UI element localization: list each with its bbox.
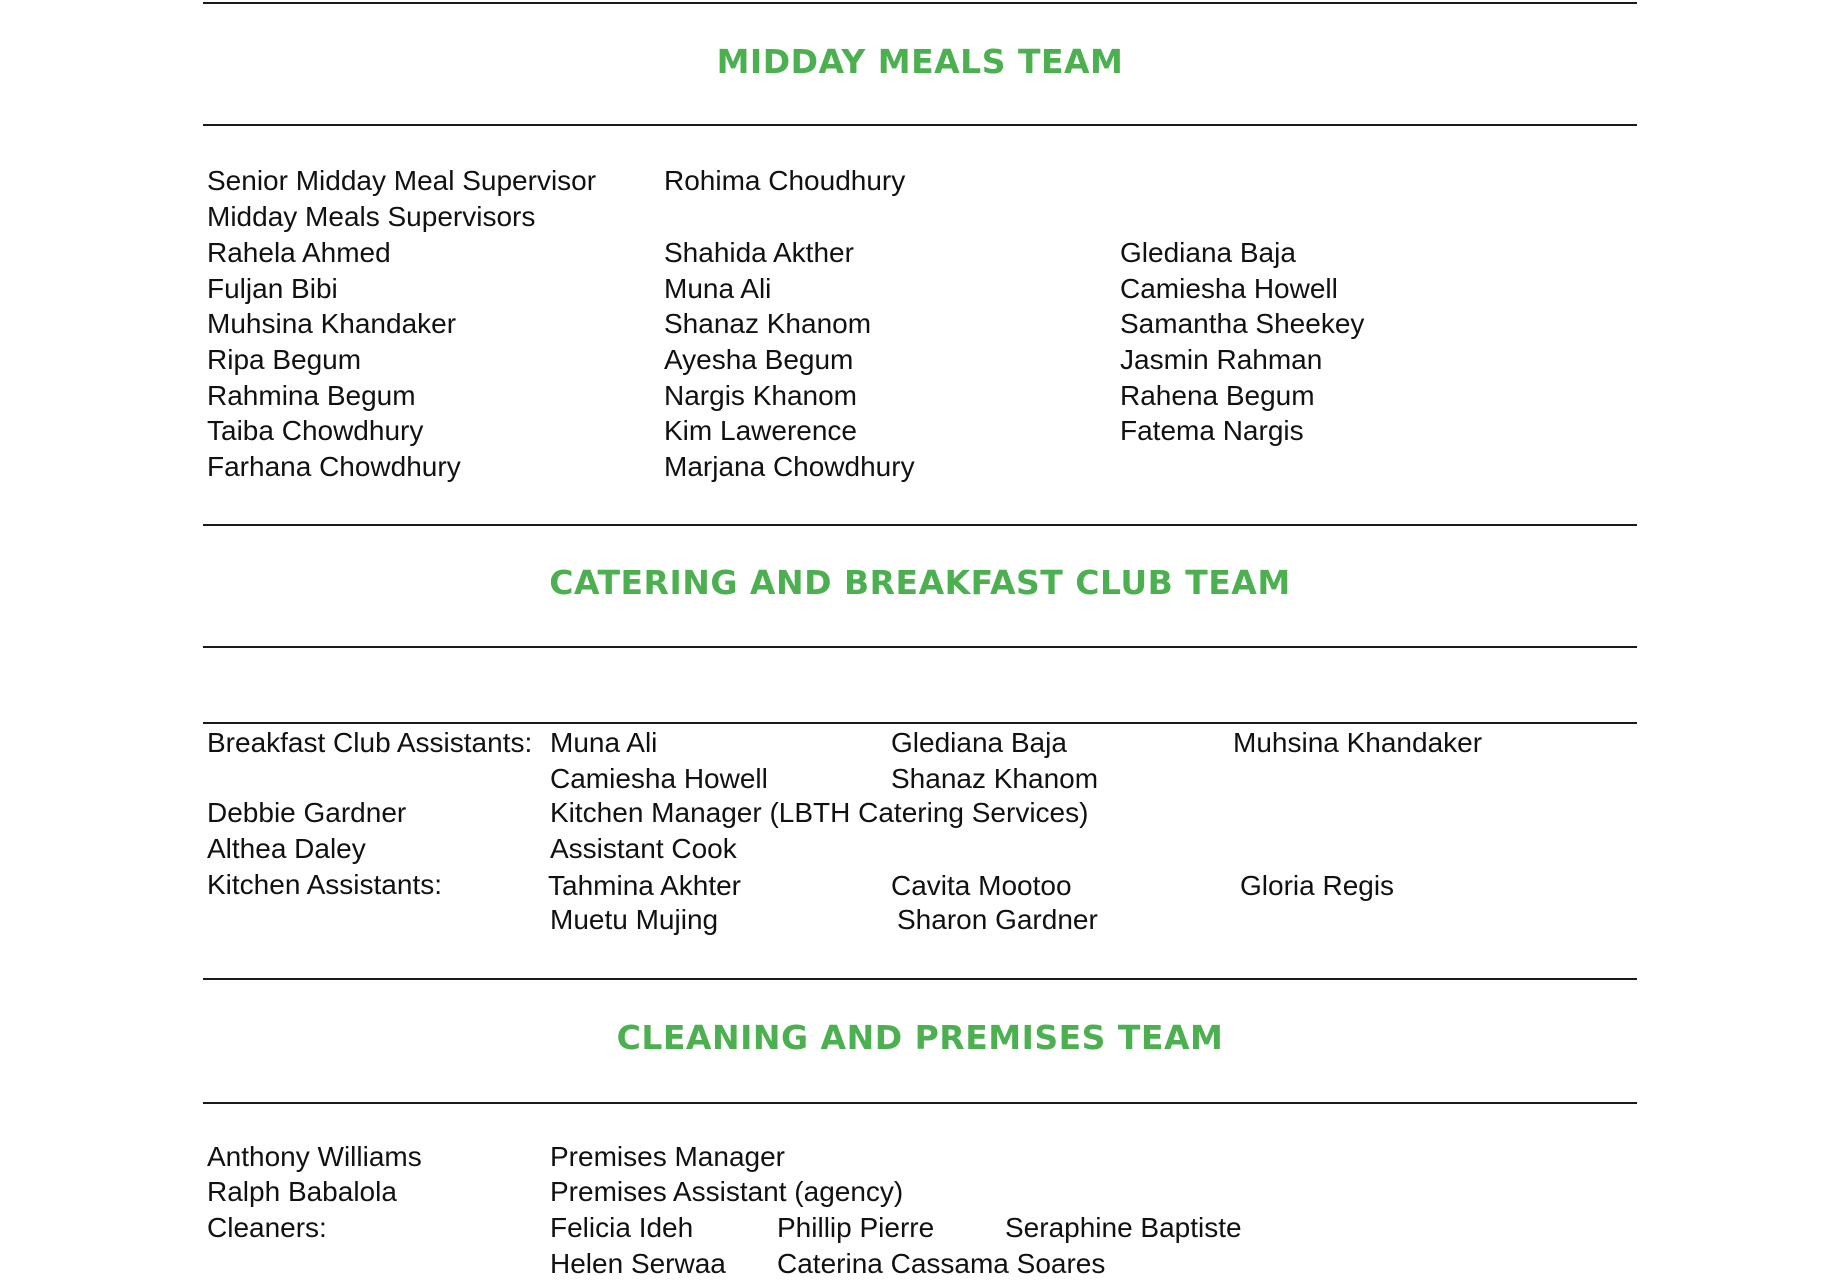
cleaners-label: Cleaners: [207,1212,327,1243]
staff-name: Helen Serwaa [550,1248,726,1279]
section-divider [203,722,1637,724]
supervisors-label: Midday Meals Supervisors [207,201,536,232]
staff-name: Debbie Gardner [207,797,407,828]
section-divider [203,524,1637,526]
staff-name: Camiesha Howell [550,763,768,794]
staff-name: Marjana Chowdhury [664,451,915,482]
senior-supervisor-name: Rohima Choudhury [664,165,906,196]
staff-name: Shanaz Khanom [664,308,872,339]
staff-name: Muetu Mujing [550,904,719,935]
staff-name: Rahela Ahmed [207,237,391,268]
staff-name: Muna Ali [664,273,772,304]
staff-name: Farhana Chowdhury [207,451,461,482]
staff-name: Glediana Baja [891,727,1067,758]
staff-name: Fuljan Bibi [207,273,338,304]
section-divider [203,124,1637,126]
staff-name: Shahida Akther [664,237,854,268]
section-divider [203,646,1637,648]
kitchen-assistants-label: Kitchen Assistants: [207,869,443,900]
staff-name: Sharon Gardner [897,904,1098,935]
staff-name: Phillip Pierre [777,1212,935,1243]
staff-name: Tahmina Akhter [548,870,741,901]
staff-name: Caterina Cassama Soares [777,1248,1106,1279]
section-divider [203,2,1637,4]
breakfast-club-label: Breakfast Club Assistants: [207,727,533,758]
staff-name: Glediana Baja [1120,237,1296,268]
staff-role: Kitchen Manager (LBTH Catering Services) [550,797,1089,828]
section-heading-midday-meals: MIDDAY MEALS TEAM [716,42,1124,81]
senior-supervisor-role: Senior Midday Meal Supervisor [207,165,597,196]
staff-name: Althea Daley [207,833,366,864]
staff-role: Premises Manager [550,1141,785,1172]
staff-name: Samantha Sheekey [1120,308,1365,339]
staff-name: Muna Ali [550,727,658,758]
section-heading-catering: CATERING AND BREAKFAST CLUB TEAM [549,563,1291,602]
staff-name: Taiba Chowdhury [207,415,424,446]
staff-name: Ralph Babalola [207,1176,397,1207]
staff-name: Muhsina Khandaker [1233,727,1483,758]
staff-name: Rahmina Begum [207,380,416,411]
staff-name: Muhsina Khandaker [207,308,457,339]
section-divider [203,978,1637,980]
staff-name: Fatema Nargis [1120,415,1304,446]
staff-name: Jasmin Rahman [1120,344,1323,375]
staff-name: Gloria Regis [1240,870,1395,901]
staff-role: Assistant Cook [550,833,737,864]
staff-name: Nargis Khanom [664,380,857,411]
staff-name: Rahena Begum [1120,380,1315,411]
staff-name: Kim Lawerence [664,415,857,446]
staff-name: Ripa Begum [207,344,362,375]
staff-role: Premises Assistant (agency) [550,1176,904,1207]
staff-name: Camiesha Howell [1120,273,1338,304]
staff-name: Shanaz Khanom [891,763,1099,794]
staff-name: Cavita Mootoo [891,870,1072,901]
section-divider [203,1102,1637,1104]
staff-name: Anthony Williams [207,1141,422,1172]
staff-name: Felicia Ideh [550,1212,694,1243]
section-heading-cleaning: CLEANING AND PREMISES TEAM [616,1018,1224,1057]
staff-name: Ayesha Begum [664,344,854,375]
staff-name: Seraphine Baptiste [1005,1212,1242,1243]
